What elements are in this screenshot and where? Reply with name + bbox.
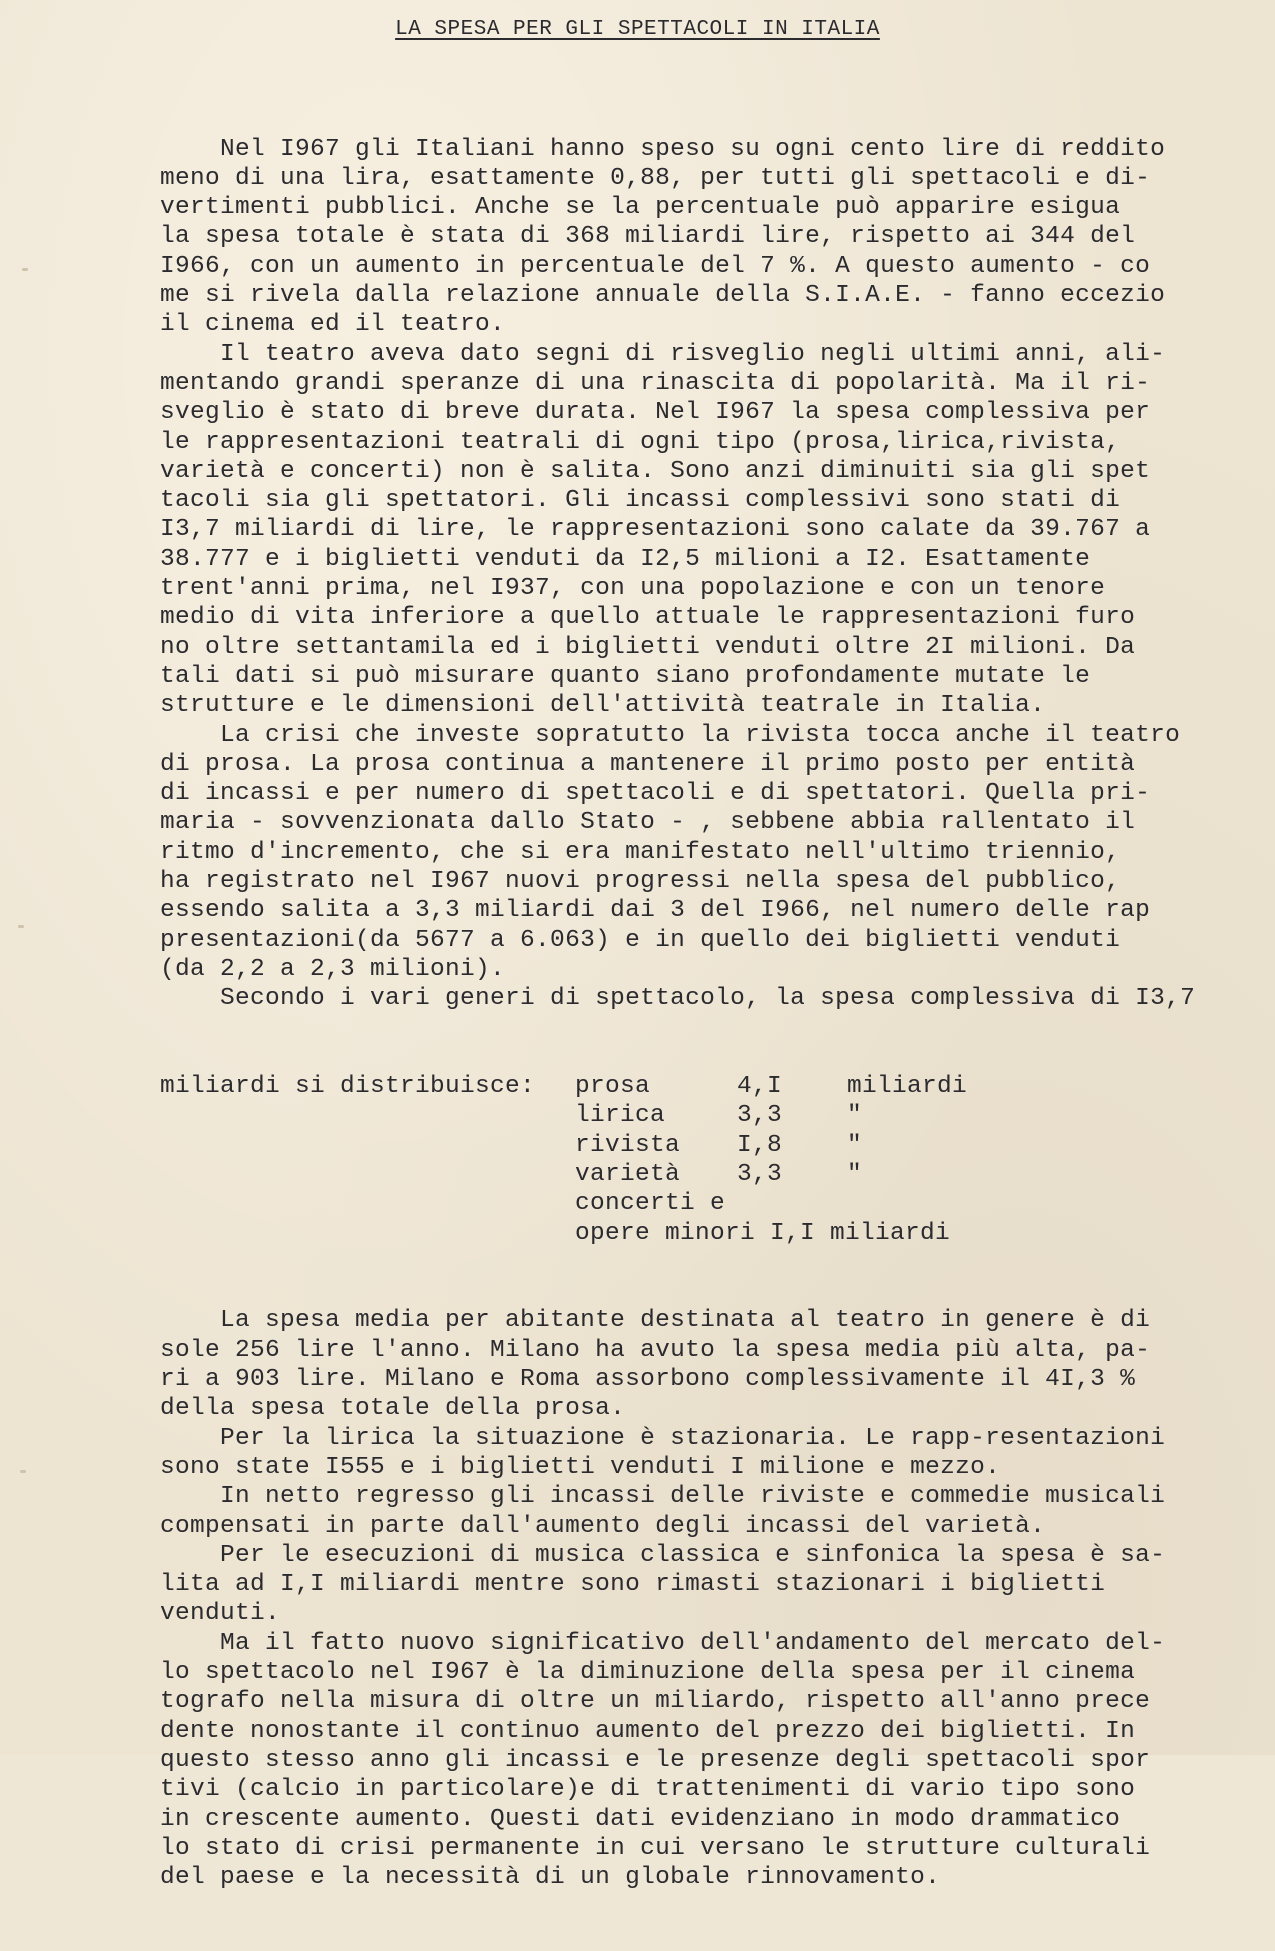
text-line: la spesa totale è stata di 368 miliardi lire, rispetto ai 344 del bbox=[160, 223, 1136, 251]
text-line: Nel I967 gli Italiani hanno speso su ogni cento lire di reddito bbox=[160, 135, 1166, 163]
text-line: tografo nella misura di oltre un miliardo, rispetto all'anno prece bbox=[160, 1688, 1151, 1716]
text-line: La crisi che investe sopratutto la rivista tocca anche il teatro bbox=[160, 721, 1181, 749]
text-line: Il teatro aveva dato segni di risveglio negli ultimi anni, ali- bbox=[160, 340, 1166, 368]
genre-value: 3,3 bbox=[737, 1102, 783, 1130]
text-line: me si rivela dalla relazione annuale della S.I.A.E. - fanno eccezio bbox=[160, 282, 1166, 310]
text-line: della spesa totale della prosa. bbox=[160, 1395, 626, 1423]
paper-mark bbox=[22, 268, 28, 271]
text-line: venduti. bbox=[160, 1600, 281, 1628]
genre-value: 4,I bbox=[737, 1073, 783, 1101]
text-line: di prosa. La prosa continua a mantenere il primo posto per entità bbox=[160, 750, 1136, 778]
table-row bbox=[160, 1219, 1240, 1248]
genre-value: I,8 bbox=[737, 1131, 783, 1159]
text-line: varietà e concerti) non è salita. Sono anzi diminuiti sia gli spet bbox=[160, 457, 1151, 485]
text-line: compensati in parte dall'aumento degli incassi del varietà. bbox=[160, 1512, 1046, 1540]
genre-unit: " bbox=[847, 1131, 863, 1159]
table-row bbox=[160, 1131, 1240, 1160]
text-line: lo spettacolo nel I967 è la diminuzione della spesa per il cinema bbox=[160, 1659, 1136, 1687]
document-title: LA SPESA PER GLI SPETTACOLI IN ITALIA bbox=[395, 18, 880, 41]
paragraphs-block-b bbox=[160, 1306, 1240, 1892]
text-line: sole 256 lire l'anno. Milano ha avuto la spesa media più alta, pa- bbox=[160, 1336, 1151, 1364]
text-line: meno di una lira, esattamente 0,88, per tutti gli spettacoli e di- bbox=[160, 164, 1151, 192]
genre-unit: " bbox=[847, 1160, 863, 1188]
text-line: trent'anni prima, nel I937, con una popolazione e con un tenore bbox=[160, 575, 1106, 603]
genre-name: prosa bbox=[575, 1073, 651, 1101]
genre-entry: opere minori I,I miliardi bbox=[575, 1219, 951, 1247]
text-line: (da 2,2 a 2,3 milioni). bbox=[160, 955, 506, 983]
text-line: lita ad I,I miliardi mentre sono rimasti stazionari i biglietti bbox=[160, 1571, 1106, 1599]
text-line: ri a 903 lire. Milano e Roma assorbono complessivamente il 4I,3 % bbox=[160, 1366, 1136, 1394]
text-line: sono state I555 e i biglietti venduti I milione e mezzo. bbox=[160, 1453, 1001, 1481]
text-line: Secondo i vari generi di spettacolo, la spesa complessiva di I3,7 bbox=[160, 985, 1196, 1013]
text-line: Per la lirica la situazione è stazionaria. Le rapp-resentazioni bbox=[160, 1424, 1166, 1452]
text-line: In netto regresso gli incassi delle riviste e commedie musicali bbox=[160, 1483, 1166, 1511]
text-line: essendo salita a 3,3 miliardi dai 3 del I966, nel numero delle rap bbox=[160, 897, 1151, 925]
text-line: in crescente aumento. Questi dati evidenziano in modo drammatico bbox=[160, 1805, 1121, 1833]
text-line: tali dati si può misurare quanto siano profondamente mutate le bbox=[160, 662, 1091, 690]
text-line: ha registrato nel I967 nuovi progressi nella spesa del pubblico, bbox=[160, 868, 1121, 896]
paragraphs-block-a bbox=[160, 135, 1240, 1014]
text-line: Per le esecuzioni di musica classica e sinfonica la spesa è sa- bbox=[160, 1541, 1166, 1569]
text-line: presentazioni(da 5677 a 6.063) e in quello dei biglietti venduti bbox=[160, 926, 1121, 954]
text-line: lo stato di crisi permanente in cui versano le strutture culturali bbox=[160, 1834, 1151, 1862]
text-line: il cinema ed il teatro. bbox=[160, 311, 506, 339]
text-line: medio di vita inferiore a quello attuale le rappresentazioni furo bbox=[160, 604, 1136, 632]
text-line: Ma il fatto nuovo significativo dell'andamento del mercato del- bbox=[160, 1629, 1166, 1657]
text-line: dente nonostante il continuo aumento del prezzo dei biglietti. In bbox=[160, 1717, 1136, 1745]
text-line: le rappresentazioni teatrali di ogni tipo (prosa,lirica,rivista, bbox=[160, 428, 1121, 456]
genre-unit: miliardi bbox=[847, 1073, 968, 1101]
text-line: maria - sovvenzionata dallo Stato - , sebbene abbia rallentato il bbox=[160, 809, 1136, 837]
table-intro: miliardi si distribuisce: bbox=[160, 1073, 536, 1101]
text-line: mentando grandi speranze di una rinascita di popolarità. Ma il ri- bbox=[160, 369, 1151, 397]
text-line: del paese e la necessità di un globale rinnovamento. bbox=[160, 1864, 941, 1892]
text-line: strutture e le dimensioni dell'attività teatrale in Italia. bbox=[160, 692, 1046, 720]
paper-mark bbox=[20, 1470, 26, 1473]
genre-value: 3,3 bbox=[737, 1160, 783, 1188]
text-line: La spesa media per abitante destinata al teatro in genere è di bbox=[160, 1307, 1151, 1335]
text-line: tivi (calcio in particolare)e di trattenimenti di vario tipo sono bbox=[160, 1776, 1136, 1804]
table-row bbox=[160, 1189, 1240, 1218]
table-row bbox=[160, 1072, 1240, 1101]
text-line: 38.777 e i biglietti venduti da I2,5 milioni a I2. Esattamente bbox=[160, 545, 1091, 573]
text-line: tacoli sia gli spettatori. Gli incassi complessivi sono stati di bbox=[160, 487, 1121, 515]
document-body bbox=[160, 76, 1240, 1951]
genre-name: rivista bbox=[575, 1131, 681, 1159]
genre-unit: " bbox=[847, 1102, 863, 1130]
genre-name: varietà bbox=[575, 1160, 681, 1188]
text-line: I966, con un aumento in percentuale del 7 %. A questo aumento - co bbox=[160, 252, 1151, 280]
text-line: ritmo d'incremento, che si era manifestato nell'ultimo triennio, bbox=[160, 838, 1121, 866]
text-line: no oltre settantamila ed i biglietti venduti oltre 2I milioni. Da bbox=[160, 633, 1136, 661]
table-row bbox=[160, 1101, 1240, 1130]
table-row bbox=[160, 1160, 1240, 1189]
text-line: vertimenti pubblici. Anche se la percentuale può apparire esigua bbox=[160, 194, 1121, 222]
spending-distribution-table bbox=[160, 1072, 1240, 1248]
text-line: I3,7 miliardi di lire, le rappresentazioni sono calate da 39.767 a bbox=[160, 516, 1151, 544]
paper-mark bbox=[18, 925, 24, 928]
text-line: di incassi e per numero di spettacoli e di spettatori. Quella pri- bbox=[160, 780, 1151, 808]
text-line: questo stesso anno gli incassi e le presenze degli spettacoli spor bbox=[160, 1746, 1151, 1774]
genre-name: lirica bbox=[575, 1102, 666, 1130]
genre-entry: concerti e bbox=[575, 1190, 726, 1218]
text-line: sveglio è stato di breve durata. Nel I967 la spesa complessiva per bbox=[160, 399, 1151, 427]
